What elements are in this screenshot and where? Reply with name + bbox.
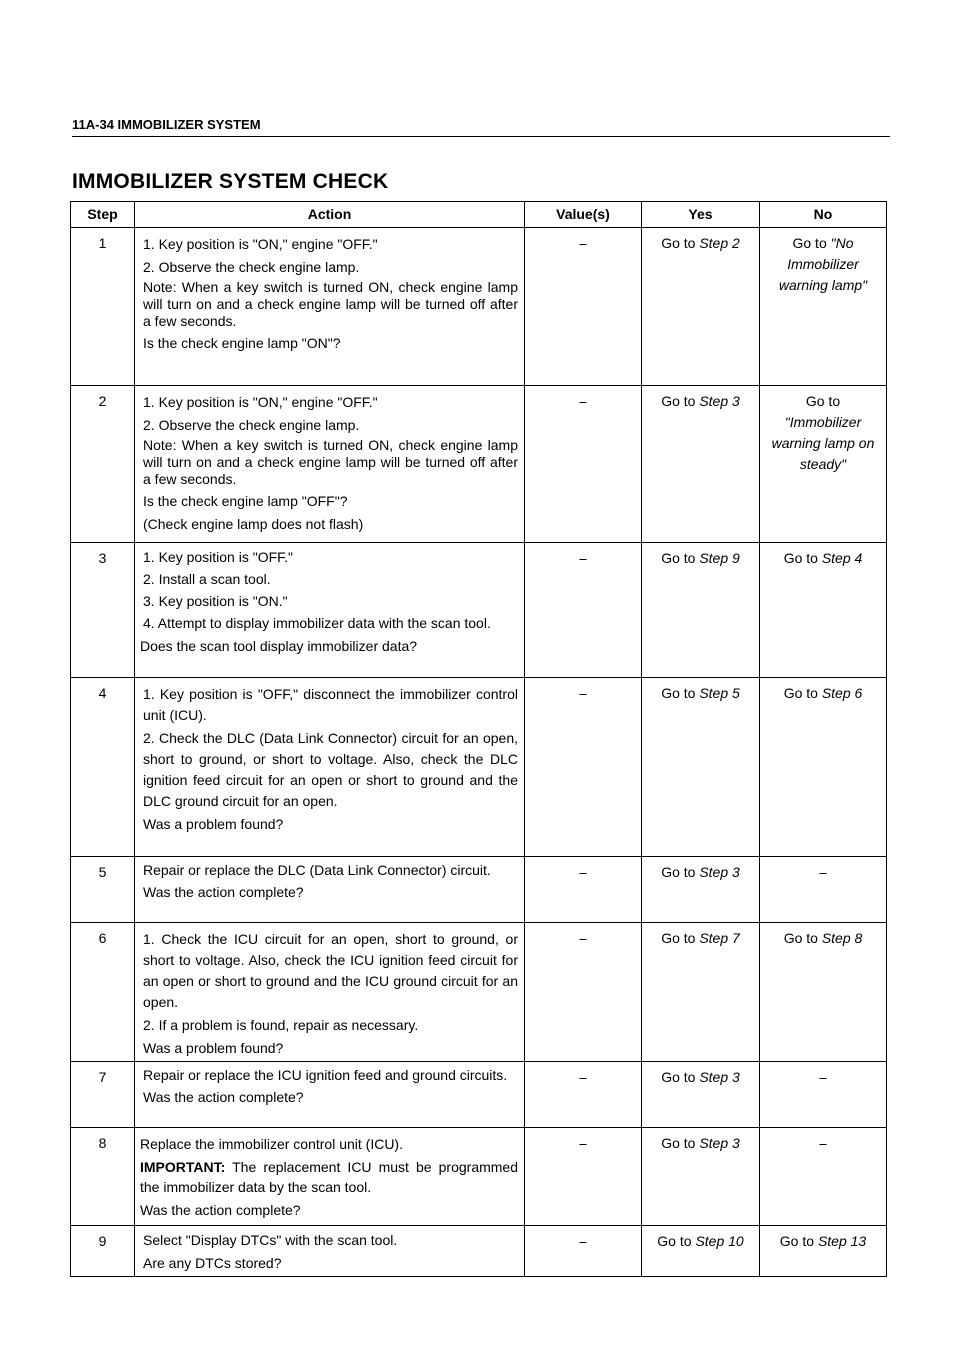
yes-target: Step 7 <box>699 930 740 946</box>
col-header-action: Action <box>135 202 525 228</box>
action-cell <box>135 1062 525 1128</box>
go-to-label: Go to <box>661 930 696 946</box>
step-number: 9 <box>71 1226 135 1277</box>
go-to-label: Go to <box>661 1069 696 1085</box>
value-cell <box>525 678 642 857</box>
table-header-row <box>71 202 887 228</box>
action-question: Was a problem found? <box>143 1040 284 1056</box>
action-cell <box>135 857 525 923</box>
yes-target: Step 9 <box>699 550 740 566</box>
yes-cell <box>642 543 760 678</box>
action-item: 2. Install a scan tool. <box>143 571 271 587</box>
important-label: IMPORTANT: <box>140 1159 226 1175</box>
yes-target: Step 3 <box>699 864 740 880</box>
go-to-label: Go to <box>779 1233 815 1249</box>
action-item: 2. Observe the check engine lamp. <box>143 259 360 275</box>
dash: ⎯ <box>819 1069 827 1085</box>
dash: ⎯ <box>579 1233 587 1249</box>
go-to-label: Go to <box>783 685 818 701</box>
action-note: Note: When a key switch is turned ON, check engine lamp will turn on and a check engine lamp will be turned off after a few seconds. <box>143 279 518 329</box>
action-item: 1. Check the ICU circuit for an open, short to ground, or short to voltage. Also, check the ICU ignition feed circuit for an open or short to ground and the ICU ground circuit for an open. <box>143 931 518 1010</box>
important-note <box>140 1157 518 1197</box>
yes-cell <box>642 678 760 857</box>
dash: ⎯ <box>579 550 587 566</box>
action-item: 3. Key position is "ON." <box>143 593 288 609</box>
action-cell <box>135 923 525 1062</box>
no-target-line: steady" <box>799 456 847 472</box>
page-title: IMMOBILIZER SYSTEM CHECK <box>72 170 389 193</box>
go-to-label: Go to <box>783 930 818 946</box>
action-question: Is the check engine lamp "OFF"? <box>143 493 348 509</box>
col-header-step: Step <box>71 202 135 228</box>
table-row <box>71 923 887 1062</box>
no-cell <box>760 1062 887 1128</box>
no-target: Step 4 <box>821 550 863 566</box>
yes-cell <box>642 923 760 1062</box>
no-target-line: Immobilizer <box>787 256 859 272</box>
action-cell <box>135 543 525 678</box>
col-header-values: Value(s) <box>525 202 642 228</box>
yes-target: Step 10 <box>695 1233 744 1249</box>
action-question: Was the action complete? <box>140 1202 301 1218</box>
dash: ⎯ <box>579 235 587 251</box>
value-cell <box>525 1128 642 1226</box>
action-item: 2. If a problem is found, repair as necessary. <box>143 1017 419 1033</box>
yes-target: Step 5 <box>699 685 740 701</box>
step-number: 1 <box>71 228 135 386</box>
action-cell <box>135 1226 525 1277</box>
yes-cell <box>642 1128 760 1226</box>
no-cell <box>760 228 887 386</box>
yes-cell <box>642 386 760 543</box>
value-cell <box>525 923 642 1062</box>
go-to-label: Go to <box>661 1135 696 1151</box>
step-number: 2 <box>71 386 135 543</box>
action-question: Does the scan tool display immobilizer data? <box>140 638 418 654</box>
no-target-line: "Immobilizer <box>784 414 862 430</box>
go-to-label: Go to <box>661 235 696 251</box>
action-cell <box>135 228 525 386</box>
value-cell <box>525 1226 642 1277</box>
value-cell <box>525 543 642 678</box>
action-cell <box>135 1128 525 1226</box>
step-number: 8 <box>71 1128 135 1226</box>
yes-cell <box>642 857 760 923</box>
table-row <box>71 1062 887 1128</box>
action-item: 1. Key position is "OFF," disconnect the immobilizer control unit (ICU). <box>143 686 518 723</box>
no-cell <box>760 386 887 543</box>
action-question: Is the check engine lamp "ON"? <box>143 335 341 351</box>
value-cell <box>525 228 642 386</box>
action-cell <box>135 678 525 857</box>
no-cell <box>760 1128 887 1226</box>
action-text: Select "Display DTCs" with the scan tool. <box>143 1232 398 1248</box>
yes-target: Step 3 <box>699 1069 740 1085</box>
action-note: Note: When a key switch is turned ON, check engine lamp will turn on and a check engine lamp will be turned off after a few seconds. <box>143 437 518 487</box>
important-text: The replacement ICU must be programmed the immobilizer data by the scan tool. <box>140 1159 519 1195</box>
system-check-table <box>70 201 887 1277</box>
action-item: 1. Key position is "ON," engine "OFF." <box>143 394 378 410</box>
action-question: Are any DTCs stored? <box>143 1255 282 1271</box>
go-to-label: Go to <box>792 235 827 251</box>
go-to-label: Go to <box>657 1233 692 1249</box>
go-to-label: Go to <box>783 550 818 566</box>
go-to-label: Go to <box>805 393 841 409</box>
action-item: 1. Key position is "OFF." <box>143 549 293 565</box>
no-target: Step 13 <box>817 1233 867 1249</box>
step-number: 5 <box>71 857 135 923</box>
table-row <box>71 857 887 923</box>
dash: ⎯ <box>579 393 587 409</box>
dash: ⎯ <box>579 1069 587 1085</box>
no-cell <box>760 678 887 857</box>
dash: ⎯ <box>819 864 827 880</box>
go-to-label: Go to <box>661 393 696 409</box>
dash: ⎯ <box>819 1135 827 1151</box>
yes-cell <box>642 228 760 386</box>
value-cell <box>525 386 642 543</box>
go-to-label: Go to <box>661 550 696 566</box>
action-item: 2. Observe the check engine lamp. <box>143 417 360 433</box>
no-cell <box>760 857 887 923</box>
dash: ⎯ <box>579 685 587 701</box>
step-number: 3 <box>71 543 135 678</box>
no-cell <box>760 543 887 678</box>
dash: ⎯ <box>579 1135 587 1151</box>
yes-cell <box>642 1226 760 1277</box>
table-row <box>71 1226 887 1277</box>
action-text: Repair or replace the DLC (Data Link Connector) circuit. <box>143 862 491 878</box>
step-number: 6 <box>71 923 135 1062</box>
table-row <box>71 543 887 678</box>
action-cell <box>135 386 525 543</box>
dash: ⎯ <box>579 930 587 946</box>
no-target: Step 6 <box>821 685 863 701</box>
no-target-line: warning lamp" <box>778 277 868 293</box>
action-question: Was the action complete? <box>143 1089 304 1105</box>
action-text: Replace the immobilizer control unit (ICU). <box>140 1136 403 1152</box>
value-cell <box>525 857 642 923</box>
col-header-no: No <box>760 202 887 228</box>
go-to-label: Go to <box>661 864 696 880</box>
table-row <box>71 228 887 386</box>
yes-cell <box>642 1062 760 1128</box>
page-header: 11A-34 IMMOBILIZER SYSTEM <box>72 118 890 137</box>
col-header-yes: Yes <box>642 202 760 228</box>
action-question-note: (Check engine lamp does not flash) <box>143 516 364 532</box>
action-item: 2. Check the DLC (Data Link Connector) circuit for an open, short to ground, or short to voltage. Also, check the DLC ignition feed circuit for an open or short to ground and the DLC ground circuit for an open. <box>143 730 518 809</box>
step-number: 7 <box>71 1062 135 1128</box>
table-row <box>71 386 887 543</box>
dash: ⎯ <box>579 864 587 880</box>
action-item: 1. Key position is "ON," engine "OFF." <box>143 236 378 252</box>
action-item: 4. Attempt to display immobilizer data with the scan tool. <box>143 615 491 631</box>
table-row <box>71 678 887 857</box>
action-question: Was a problem found? <box>143 816 284 832</box>
yes-target: Step 2 <box>699 235 740 251</box>
go-to-label: Go to <box>661 685 696 701</box>
no-target-line: warning lamp on <box>771 435 875 451</box>
action-question: Was the action complete? <box>143 884 304 900</box>
no-target-line: "No <box>830 235 854 251</box>
no-target: Step 8 <box>821 930 863 946</box>
value-cell <box>525 1062 642 1128</box>
no-cell <box>760 923 887 1062</box>
yes-target: Step 3 <box>699 393 740 409</box>
yes-target: Step 3 <box>699 1135 740 1151</box>
step-number: 4 <box>71 678 135 857</box>
table-row <box>71 1128 887 1226</box>
no-cell <box>760 1226 887 1277</box>
action-text: Repair or replace the ICU ignition feed and ground circuits. <box>143 1067 508 1083</box>
